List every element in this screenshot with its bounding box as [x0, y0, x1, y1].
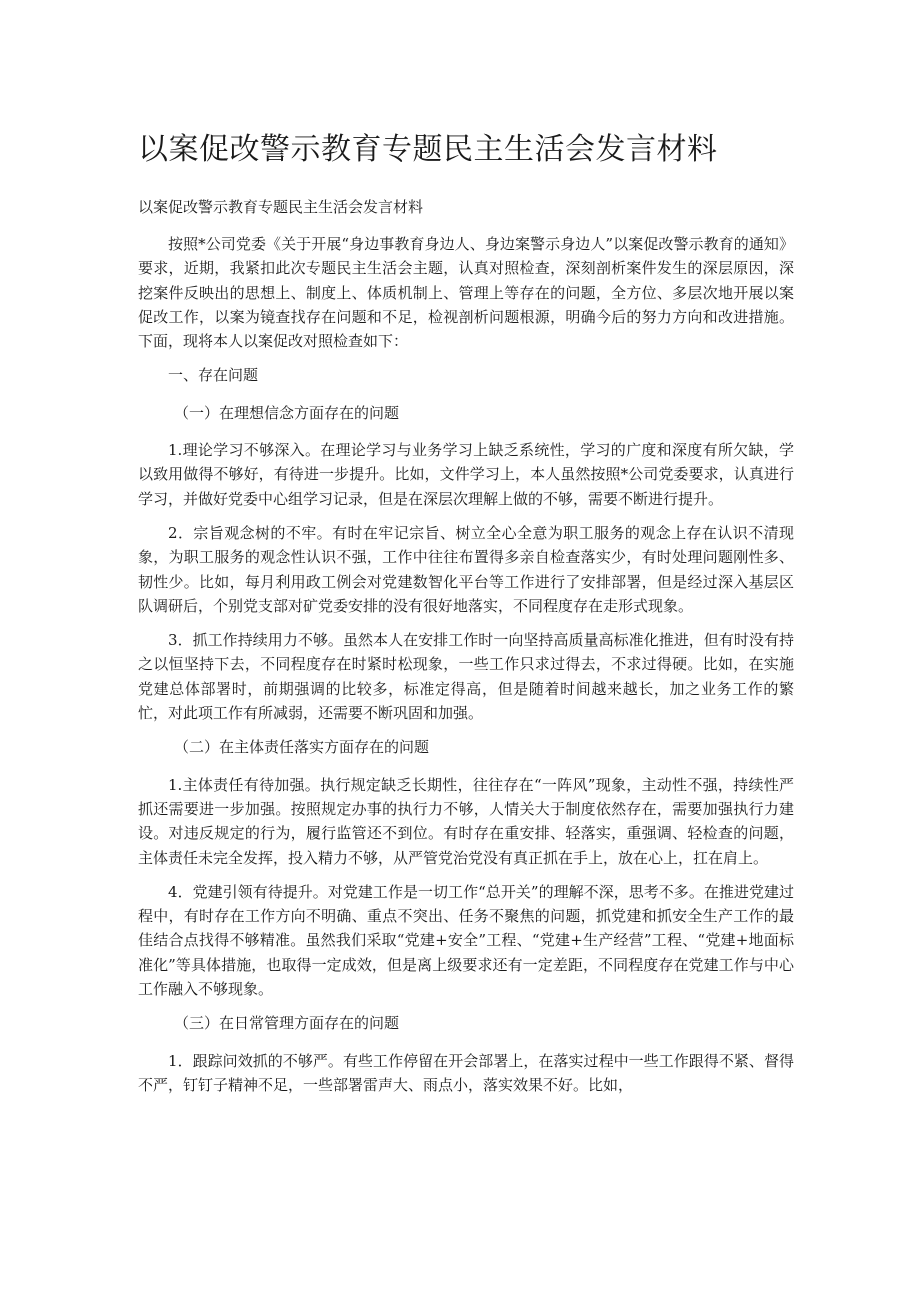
document-title: 以案促改警示教育专题民主生活会发言材料 [138, 132, 718, 167]
paragraph-sustained-effort: 3．抓工作持续用力不够。虽然本人在安排工作时一向坚持高质量高标准化推进，但有时没有持之以恒坚持下去，不同程度存在时紧时松现象，一些工作只求过得去，不求过得硬。比如，在实施党建总体部署时，前期强调的比较多，标准定得高，但是随着时间越来越长，加之业务工作的繁忙，对此项工作有所减弱，还需要不断巩固和加强。 [138, 631, 794, 723]
subsection-heading-responsibility: （二）在主体责任落实方面存在的问题 [174, 738, 430, 757]
document-page [138, 128, 794, 1107]
section-heading-problems: 一、存在问题 [168, 366, 259, 385]
paragraph-theory-study: 1.理论学习不够深入。在理论学习与业务学习上缺乏系统性，学习的广度和深度有所欠缺，学以致用做得不够好，有待进一步提升。比如，文件学习上，本人虽然按照*公司党委要求，认真进行学习，并做好党委中心组学习记录，但是在深层次理解上做的不够，需要不断进行提升。 [138, 441, 794, 508]
document-subtitle: 以案促改警示教育专题民主生活会发言材料 [138, 198, 424, 216]
paragraph-purpose-concept: 2．宗旨观念树的不牢。有时在牢记宗旨、树立全心全意为职工服务的观念上存在认识不清现象，为职工服务的观念性认识不强，工作中往往布置得多亲自检查落实少，有时处理问题刚性多、韧性少。比如，每月利用政工例会对党建数智化平台等工作进行了安排部署，但是经过深入基层区队调研后，个别党支部对矿党委安排的没有很好地落实，不同程度存在走形式现象。 [138, 523, 794, 615]
subsection-heading-daily-management: （三）在日常管理方面存在的问题 [174, 1014, 400, 1033]
paragraph-main-responsibility: 1.主体责任有待加强。执行规定缺乏长期性，往往存在“一阵风”现象，主动性不强，持续性严抓还需要进一步加强。按照规定办事的执行力不够，人情关大于制度依然存在，需要加强执行力建设。对违反规定的行为，履行监管还不到位。有时存在重安排、轻落实，重强调、轻检查的问题，主体责任未完全发挥，投入精力不够，从严管党治党没有真正抓在手上，放在心上，扛在肩上。 [138, 775, 794, 867]
intro-paragraph: 按照*公司党委《关于开展“身边事教育身边人、身边案警示身边人”以案促改警示教育的通知》要求，近期，我紧扣此次专题民主生活会主题，认真对照检查，深刻剖析案件发生的深层原因，深挖案件反映出的思想上、制度上、体质机制上、管理上等存在的问题，全方位、多层次地开展以案促改工作，以案为镜查找存在问题和不足，检视剖析问题根源，明确今后的努力方向和改进措施。下面，现将本人以案促改对照检查如下： [138, 235, 794, 351]
subsection-heading-ideals: （一）在理想信念方面存在的问题 [174, 403, 400, 422]
paragraph-party-leadership: 4．党建引领有待提升。对党建工作是一切工作“总开关”的理解不深，思考不多。在推进党建过程中，有时存在工作方向不明确、重点不突出、任务不聚焦的问题，抓党建和抓安全生产工作的最佳结合点找得不够精准。虽然我们采取“党建+安全”工程、“党建+生产经营”工程、“党建+地面标准化”等具体措施，也取得一定成效，但是离上级要求还有一定差距，不同程度存在党建工作与中心工作融入不够现象。 [138, 882, 794, 999]
paragraph-follow-up: 1．跟踪问效抓的不够严。有些工作停留在开会部署上，在落实过程中一些工作跟得不紧、督得不严，钉钉子精神不足，一些部署雷声大、雨点小，落实效果不好。比如， [138, 1051, 794, 1094]
